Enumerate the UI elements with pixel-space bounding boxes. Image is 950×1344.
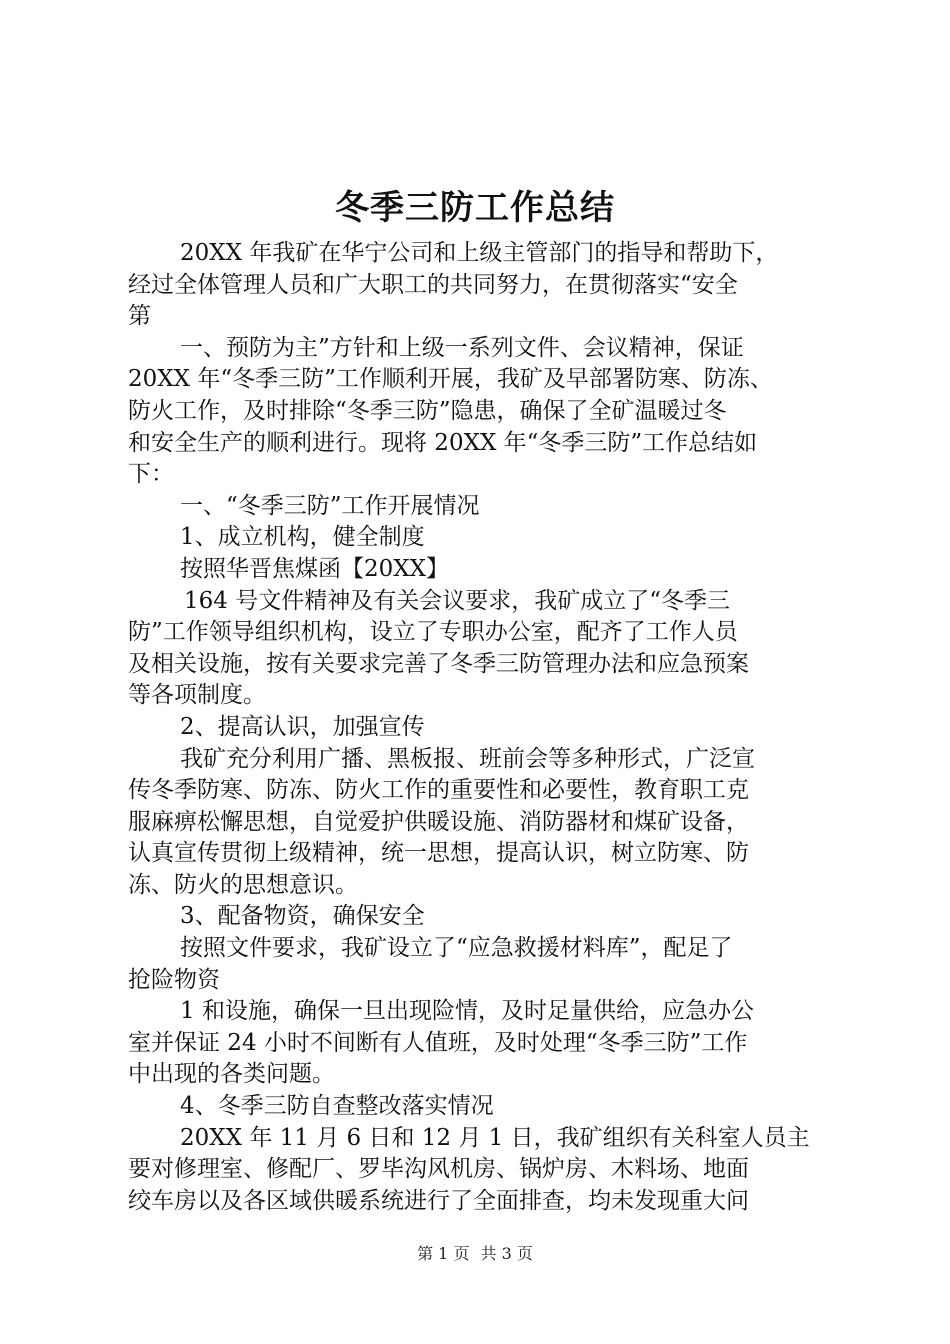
- body-line: 和安全生产的顺利进行。现将 20XX 年“冬季三防”工作总结如: [128, 429, 758, 456]
- body-line: 20XX 年“冬季三防”工作顺利开展，我矿及早部署防寒、防冻、: [128, 366, 773, 393]
- body-line: 164 号文件精神及有关会议要求，我矿成立了“冬季三: [184, 587, 730, 614]
- body-line: 一、预防为主”方针和上级一系列文件、会议精神，保证: [180, 334, 744, 361]
- page-number: 第 1 页: [417, 1244, 470, 1263]
- subsection-heading: 4、冬季三防自查整改落实情况: [180, 1093, 494, 1120]
- body-line: 服麻痹松懈思想，自觉爱护供暖设施、消防器材和煤矿设备，: [128, 808, 749, 835]
- body-line: 等各项制度。: [128, 682, 266, 709]
- section-heading: 一、“冬季三防”工作开展情况: [180, 492, 480, 519]
- body-line: 抢险物资: [128, 966, 220, 993]
- body-line: 第: [128, 303, 151, 330]
- body-line: 按照文件要求，我矿设立了“应急救援材料库”，配足了: [180, 935, 733, 962]
- body-line: 按照华晋焦煤函【20XX】: [180, 555, 450, 582]
- body-line: 20XX 年 11 月 6 日和 12 月 1 日，我矿组织有关科室人员主: [180, 1124, 810, 1151]
- document-body: [128, 238, 828, 1217]
- body-line: 防”工作领导组织机构，设立了专职办公室，配齐了工作人员: [128, 619, 738, 646]
- body-line: 及相关设施，按有关要求完善了冬季三防管理办法和应急预案: [128, 650, 749, 677]
- body-line: 20XX 年我矿在华宁公司和上级主管部门的指导和帮助下，: [180, 240, 779, 266]
- body-line: 冻、防火的思想意识。: [128, 871, 358, 898]
- body-line: 绞车房以及各区域供暖系统进行了全面排查，均未发现重大问: [128, 1187, 749, 1214]
- page-total: 共 3 页: [480, 1244, 533, 1263]
- subsection-heading: 3、配备物资，确保安全: [180, 903, 425, 930]
- body-line: 防火工作，及时排除“冬季三防”隐患，确保了全矿温暖过冬: [128, 397, 727, 424]
- document-title: 冬季三防工作总结: [335, 188, 615, 228]
- subsection-heading: 1、成立机构，健全制度: [180, 524, 425, 551]
- body-line: 传冬季防寒、防冻、防火工作的重要性和必要性，教育职工克: [128, 777, 749, 804]
- body-line: 室并保证 24 小时不间断有人值班，及时处理“冬季三防”工作: [128, 1029, 748, 1056]
- body-line: 我矿充分利用广播、黑板报、班前会等多种形式，广泛宣: [180, 745, 755, 772]
- body-line: 认真宣传贯彻上级精神，统一思想，提高认识，树立防寒、防: [128, 840, 749, 867]
- body-line: 下：: [128, 461, 174, 488]
- body-line: 经过全体管理人员和广大职工的共同努力，在贯彻落实“安全: [128, 271, 738, 298]
- body-line: 要对修理室、修配厂、罗毕沟风机房、锅炉房、木料场、地面: [128, 1156, 749, 1183]
- body-line: 1 和设施，确保一旦出现险情，及时足量供给，应急办公: [180, 998, 754, 1025]
- body-line: 中出现的各类问题。: [128, 1061, 335, 1088]
- subsection-heading: 2、提高认识，加强宣传: [180, 713, 425, 740]
- page-footer: [0, 1243, 950, 1265]
